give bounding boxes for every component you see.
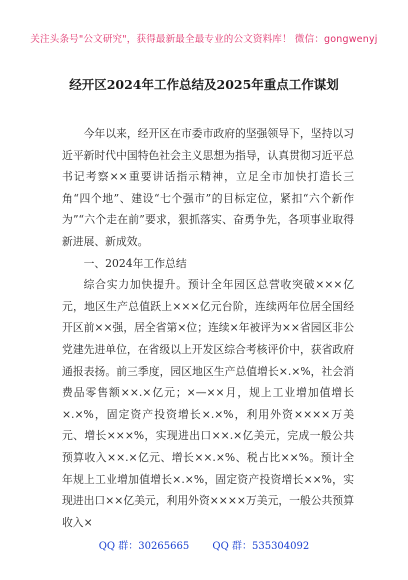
body-paragraph: 综合实力加快提升。预计全年园区总营收突破×××亿元，地区生产总值跃上×××亿元台阶，连续两年位居全国经开区前××强，居全省第×位；连续×年被评为××省园区非公党建先进单位，在省级以上开发区综合考核评价中，获省政府通报表扬。前三季度，园区地区生产总值增长×.×%，社会消费品零售额××.×亿元；×—××月，规上工业增加值增长×.×%，固定资产投资增长×.×%，利用外资××××万美元、增长×××%，实现进出口××.×亿美元，完成一般公共预算收入××.×亿元、增长××.×%、税占比××%。预计全年规上工业增加值增长×.×%，固定资产投资增长××%，实现进出口××亿美元，利用外资××××万美元，一般公共预算收入× [62, 278, 354, 529]
document-title: 经开区2024年工作总结及2025年重点工作谋划 [69, 77, 339, 92]
document-body [62, 123, 354, 533]
header-promo-note: 关注头条号"公文研究"，获得最新最全最专业的公文资料库！ 微信：gongwenyj [30, 34, 378, 45]
footer-qq-group-2: QQ 群：535304092 [212, 541, 310, 552]
footer-qq-group-1: QQ 群：30265665 [98, 541, 190, 552]
intro-paragraph: 今年以来，经开区在市委市政府的坚强领导下，坚持以习近平新时代中国特色社会主义思想为指导，认真贯彻习近平总书记考察××重要讲话指示精神，立足全市加快打造长三角“四个地”、建设“七个强市”的目标定位，紧扣“六个新作为”“六个走在前”要求，狠抓落实、奋勇争先，各项事业取得新进展、新成效。 [62, 127, 354, 248]
section-heading: 一、2024年工作总结 [83, 256, 187, 270]
footer-contact [0, 537, 408, 552]
